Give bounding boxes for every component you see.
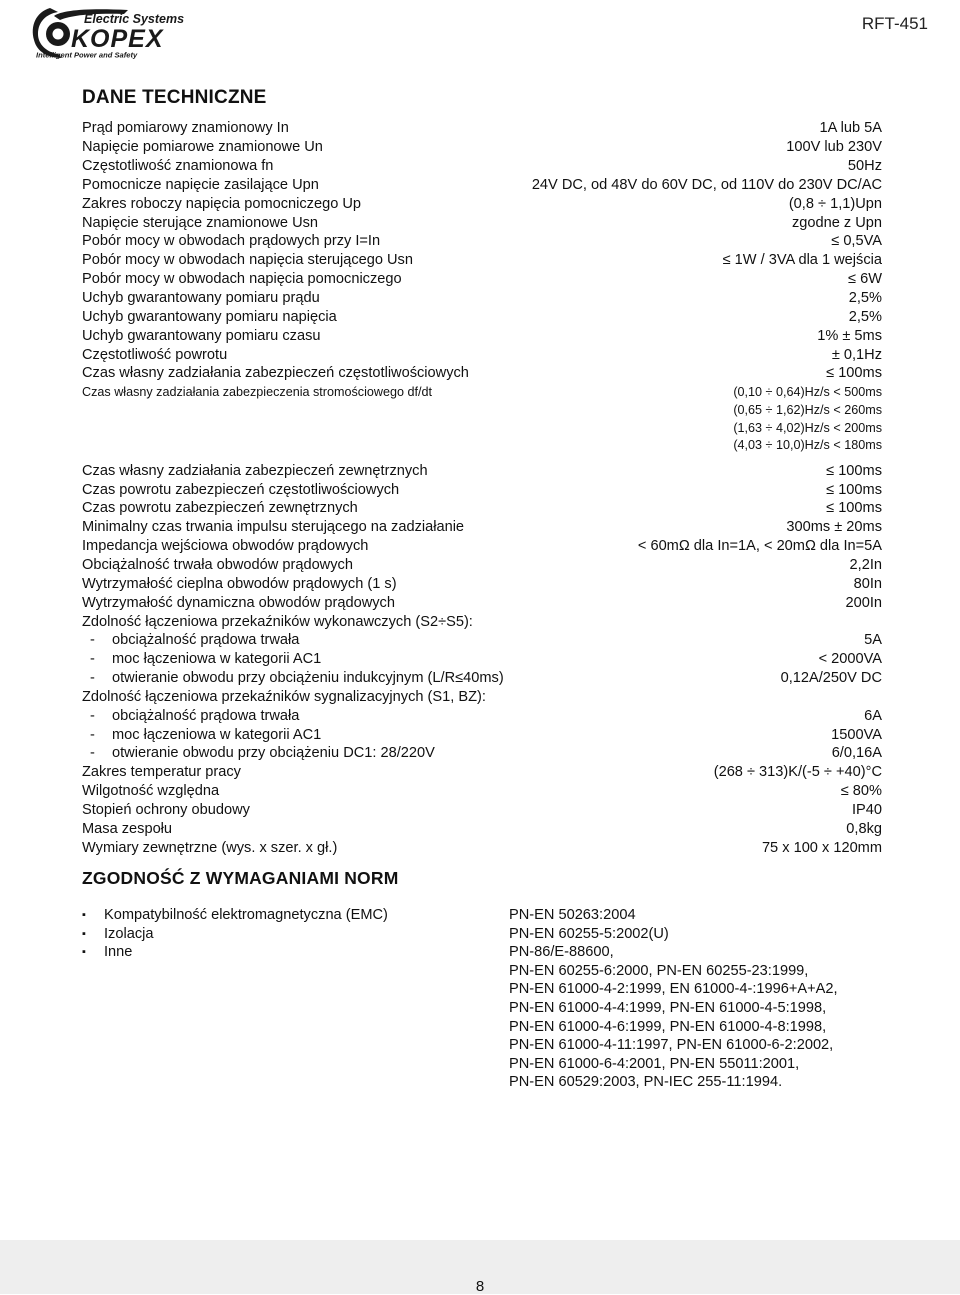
standard-row: [82, 999, 902, 1018]
spec-row: [82, 612, 882, 631]
spec-label: [82, 631, 299, 649]
standard-category: Izolacja: [104, 925, 154, 942]
standard-reference: PN-EN 60255-6:2000, PN-EN 60255-23:1999,: [509, 962, 809, 979]
standard-reference: PN-EN 50263:2004: [509, 907, 636, 923]
dash-marker: -: [90, 651, 95, 668]
spec-value: 100V lub 230V: [786, 139, 882, 156]
spec-value: 2,5%: [848, 308, 882, 325]
standard-reference: PN-86/E-88600,: [509, 944, 614, 961]
spec-label-text: Czas własny zadziałania zabezpieczeń zewnętrznych: [82, 462, 428, 479]
spec-value: 6A: [864, 707, 882, 724]
spec-row: [82, 176, 882, 195]
spec-row: [82, 819, 882, 838]
spec-label-text: Zakres temperatur pracy: [82, 764, 241, 781]
spec-label: [82, 462, 428, 480]
spec-label: [82, 575, 397, 593]
spec-label: [82, 176, 319, 194]
bullet-icon: [82, 980, 104, 999]
spec-value: 1% ± 5ms: [817, 327, 882, 344]
spec-label: [82, 251, 413, 269]
standard-row: [82, 962, 902, 981]
standard-reference: PN-EN 61000-4-4:1999, PN-EN 61000-4-5:1998,: [509, 999, 827, 1016]
spec-label-text: Napięcie pomiarowe znamionowe Un: [82, 139, 323, 156]
spec-label: [82, 481, 399, 499]
spec-value: ≤ 80%: [840, 783, 882, 800]
spec-row: [82, 157, 882, 176]
spec-label: [82, 763, 241, 781]
spec-label-text: Minimalny czas trwania impulsu sterującego na zadziałanie: [82, 519, 465, 536]
spec-row: [82, 574, 882, 593]
spec-row: [82, 706, 882, 725]
spec-label-text: Obciążalność trwała obwodów prądowych: [82, 557, 353, 574]
standard-category: Kompatybilność elektromagnetyczna (EMC): [104, 907, 388, 923]
dash-marker: -: [90, 632, 95, 649]
spec-value: ≤ 100ms: [826, 365, 882, 382]
standard-category: [104, 962, 509, 981]
spec-label: [82, 270, 402, 288]
spec-value: (268 ÷ 313)K/(-5 ÷ +40)°C: [713, 764, 882, 781]
standard-reference: PN-EN 61000-6-4:2001, PN-EN 55011:2001,: [509, 1055, 800, 1072]
standard-reference: PN-EN 60255-5:2002(U): [509, 925, 669, 942]
spec-value: (0,10 ÷ 0,64)Hz/s < 500ms: [733, 384, 882, 399]
spec-label: [82, 308, 337, 326]
dash-marker: -: [90, 707, 95, 724]
spec-label: [82, 232, 380, 250]
spec-label: [82, 195, 361, 213]
spec-label-text: Masa zespołu: [82, 820, 173, 837]
spec-value: 0,8kg: [846, 820, 882, 837]
spec-label: [82, 518, 464, 536]
spec-label-text: Czas powrotu zabezpieczeń zewnętrznych: [82, 500, 358, 517]
spec-label-text: otwieranie obwodu przy obciążeniu DC1: 28/220V: [112, 745, 435, 762]
spec-label: [82, 499, 358, 517]
section-title-technical-data: DANE TECHNICZNE: [82, 87, 267, 108]
spec-label-text: Uchyb gwarantowany pomiaru prądu: [82, 290, 320, 307]
standard-row: [82, 1036, 902, 1055]
spec-value: 0,12A/250V DC: [780, 670, 882, 687]
spec-row: [82, 401, 882, 419]
spec-label-text: Stopień ochrony obudowy: [82, 801, 250, 818]
spec-row: [82, 537, 882, 556]
spec-value: 24V DC, od 48V do 60V DC, od 110V do 230V DC/AC: [531, 176, 882, 193]
spec-row: [82, 838, 882, 857]
spec-label: [82, 839, 337, 857]
bullet-icon: [82, 1036, 104, 1055]
spec-label: [82, 327, 320, 345]
page-number: 8: [475, 1278, 485, 1295]
brand-name: KOPEX: [71, 25, 164, 53]
spec-row: [82, 119, 882, 138]
bullet-icon: [82, 999, 104, 1018]
spec-label-text: Zakres roboczy napięcia pomocniczego Up: [82, 195, 362, 212]
brand-subline: Intelligent Power and Safety: [36, 50, 138, 60]
spec-label-text: Zdolność łączeniowa przekaźników sygnalizacyjnych (S1, BZ):: [82, 688, 486, 705]
spec-row: [82, 138, 882, 157]
section-title-standards-compliance: ZGODNOŚĆ Z WYMAGANIAMI NORM: [82, 868, 399, 888]
spec-label: [82, 707, 299, 725]
spec-label: [82, 744, 435, 762]
spec-label-text: Prąd pomiarowy znamionowy In: [82, 120, 289, 137]
spec-label-text: Pobór mocy w obwodach napięcia pomocniczego: [82, 271, 402, 288]
spec-row: [82, 289, 882, 308]
spec-label: [82, 594, 395, 612]
spec-row: [82, 669, 882, 688]
spec-value: 2,5%: [848, 290, 882, 307]
spec-row: [82, 345, 882, 364]
spec-label-text: moc łączeniowa w kategorii AC1: [112, 726, 322, 743]
spec-label-text: Wilgotność względna: [82, 783, 220, 800]
spec-label-text: Pomocnicze napięcie zasilające Upn: [82, 176, 319, 193]
spec-row: [82, 383, 882, 401]
spec-value: 2,2In: [849, 557, 882, 574]
spec-label-text: Uchyb gwarantowany pomiaru napięcia: [82, 308, 337, 325]
spec-value: zgodne z Upn: [791, 214, 882, 231]
standard-category: [104, 1055, 509, 1074]
standard-category: [104, 1036, 509, 1055]
spec-row: [82, 593, 882, 612]
spec-row: [82, 688, 882, 707]
spec-row: [82, 307, 882, 326]
spec-row: [82, 631, 882, 650]
standard-category: [104, 1073, 509, 1092]
bullet-icon: [82, 962, 104, 981]
spec-row: [82, 782, 882, 801]
standard-reference: PN-EN 61000-4-6:1999, PN-EN 61000-4-8:1998,: [509, 1018, 827, 1035]
spec-value: 75 x 100 x 120mm: [761, 839, 882, 856]
spec-label-text: obciążalność prądowa trwała: [112, 632, 300, 649]
document-code: RFT-451: [861, 14, 928, 33]
spec-label-text: Pobór mocy w obwodach napięcia sterującego Usn: [82, 252, 413, 269]
standard-category: [104, 1018, 509, 1037]
spec-row: [82, 232, 882, 251]
dash-marker: -: [90, 670, 95, 687]
spec-label-text: Pobór mocy w obwodach prądowych przy I=In: [82, 233, 381, 250]
spec-row: [82, 251, 882, 270]
bullet-icon: [82, 1073, 104, 1092]
spec-label-text: Impedancja wejściowa obwodów prądowych: [82, 538, 369, 555]
spec-value: 300ms ± 20ms: [786, 519, 882, 536]
spec-label-text: Czas własny zadziałania zabezpieczenia stromościowego df/dt: [82, 384, 433, 399]
bullet-icon: ▪: [82, 909, 86, 921]
spec-row: [82, 518, 882, 537]
dash-marker: -: [90, 745, 95, 762]
spec-label: [82, 688, 486, 706]
spec-label: [82, 669, 504, 687]
spec-label: [82, 820, 172, 838]
spec-label: [82, 119, 289, 137]
technical-data-table: [82, 119, 882, 857]
spec-row: [82, 763, 882, 782]
standard-reference: PN-EN 60529:2003, PN-IEC 255-11:1994.: [509, 1074, 783, 1091]
standard-category: Inne: [104, 944, 133, 961]
spec-label: [82, 537, 368, 555]
spec-row: [82, 801, 882, 820]
spec-row: [82, 744, 882, 763]
standard-category: [104, 980, 509, 999]
spec-label: [82, 650, 321, 668]
spec-label: [82, 214, 318, 232]
spec-value: ≤ 100ms: [826, 500, 882, 517]
spec-row: [82, 725, 882, 744]
spec-value: < 60mΩ dla In=1A, < 20mΩ dla In=5A: [637, 538, 882, 555]
spec-label: [82, 157, 273, 175]
standard-row: [82, 1073, 902, 1092]
spec-label-text: Uchyb gwarantowany pomiaru czasu: [82, 327, 321, 344]
spec-value: ≤ 0,5VA: [831, 233, 882, 250]
spec-label-text: Napięcie sterujące znamionowe Usn: [82, 214, 319, 231]
spec-value: ≤ 100ms: [826, 481, 882, 498]
spec-value: 5A: [864, 632, 882, 649]
spec-label-text: obciążalność prądowa trwała: [112, 707, 300, 724]
standard-row: [82, 925, 902, 944]
spec-value: 1A lub 5A: [819, 120, 882, 137]
spec-label: [82, 289, 320, 307]
bullet-icon: ▪: [82, 927, 86, 940]
spec-label-text: otwieranie obwodu przy obciążeniu indukcyjnym (L/R≤40ms): [112, 670, 504, 687]
spec-label-text: Częstotliwość powrotu: [82, 346, 228, 363]
spec-label-text: Częstotliwość znamionowa fn: [82, 158, 274, 175]
spec-label-text: Czas własny zadziałania zabezpieczeń częstotliwościowych: [82, 365, 469, 382]
spec-value: ≤ 6W: [848, 271, 882, 288]
spec-row: [82, 364, 882, 383]
spec-row: [82, 326, 882, 345]
spec-row: [82, 650, 882, 669]
spec-label-text: Zdolność łączeniowa przekaźników wykonawczych (S2÷S5):: [82, 613, 473, 630]
spec-value: (0,65 ÷ 1,62)Hz/s < 260ms: [733, 402, 882, 417]
spec-row: [82, 419, 882, 437]
spec-value: 1500VA: [831, 726, 882, 743]
spec-value: (0,8 ÷ 1,1)Upn: [788, 195, 882, 212]
bullet-icon: [82, 1018, 104, 1037]
spec-label: [82, 726, 321, 744]
spec-value: 80In: [853, 575, 882, 592]
spec-value: (4,03 ÷ 10,0)Hz/s < 180ms: [733, 438, 882, 453]
standard-reference: PN-EN 61000-4-11:1997, PN-EN 61000-6-2:2002,: [509, 1037, 834, 1054]
spec-value: 6/0,16A: [831, 745, 882, 762]
dash-marker: -: [90, 726, 95, 743]
spec-label-text: moc łączeniowa w kategorii AC1: [112, 651, 322, 668]
spec-label: [82, 613, 473, 631]
standard-reference: PN-EN 61000-4-2:1999, EN 61000-4-:1996+A+A2,: [509, 981, 838, 998]
spec-value: ≤ 1W / 3VA dla 1 wejścia: [722, 252, 882, 269]
spec-label: [82, 383, 432, 401]
spec-row: [82, 436, 882, 454]
standard-row: [82, 1055, 902, 1074]
bullet-icon: [82, 1055, 104, 1074]
spec-label-text: Wytrzymałość cieplna obwodów prądowych (1 s): [82, 575, 397, 592]
standard-row: [82, 980, 902, 999]
spec-value: ≤ 100ms: [826, 462, 882, 479]
spec-row: [82, 556, 882, 575]
spec-row: [82, 499, 882, 518]
spec-label-text: Wytrzymałość dynamiczna obwodów prądowych: [82, 594, 395, 611]
spec-label: [82, 138, 323, 156]
spec-value: (1,63 ÷ 4,02)Hz/s < 200ms: [733, 420, 882, 435]
spec-row: [82, 461, 882, 480]
spec-value: < 2000VA: [818, 651, 882, 668]
spec-label: [82, 346, 227, 364]
kopex-logo: [28, 4, 198, 60]
spec-label: [82, 801, 250, 819]
standard-row: [82, 943, 902, 962]
bullet-icon: ▪: [82, 946, 86, 959]
spec-label: [82, 556, 353, 574]
spec-row: [82, 194, 882, 213]
spec-label-text: Czas powrotu zabezpieczeń częstotliwościowych: [82, 481, 400, 498]
spec-row: [82, 270, 882, 289]
standard-row: [82, 1018, 902, 1037]
spec-value: IP40: [851, 801, 882, 818]
spec-row: [82, 213, 882, 232]
spec-label-text: Wymiary zewnętrzne (wys. x szer. x gł.): [82, 839, 338, 856]
spec-label: [82, 782, 219, 800]
spec-row: [82, 480, 882, 499]
spec-value: 200In: [845, 594, 882, 611]
spec-value: 50Hz: [847, 158, 882, 175]
spec-label: [82, 364, 469, 382]
brand-tagline: Electric Systems: [84, 12, 185, 26]
standard-category: [104, 999, 509, 1018]
standards-list: [82, 906, 902, 1092]
standard-row: [82, 906, 902, 925]
spec-value: ± 0,1Hz: [831, 346, 882, 363]
